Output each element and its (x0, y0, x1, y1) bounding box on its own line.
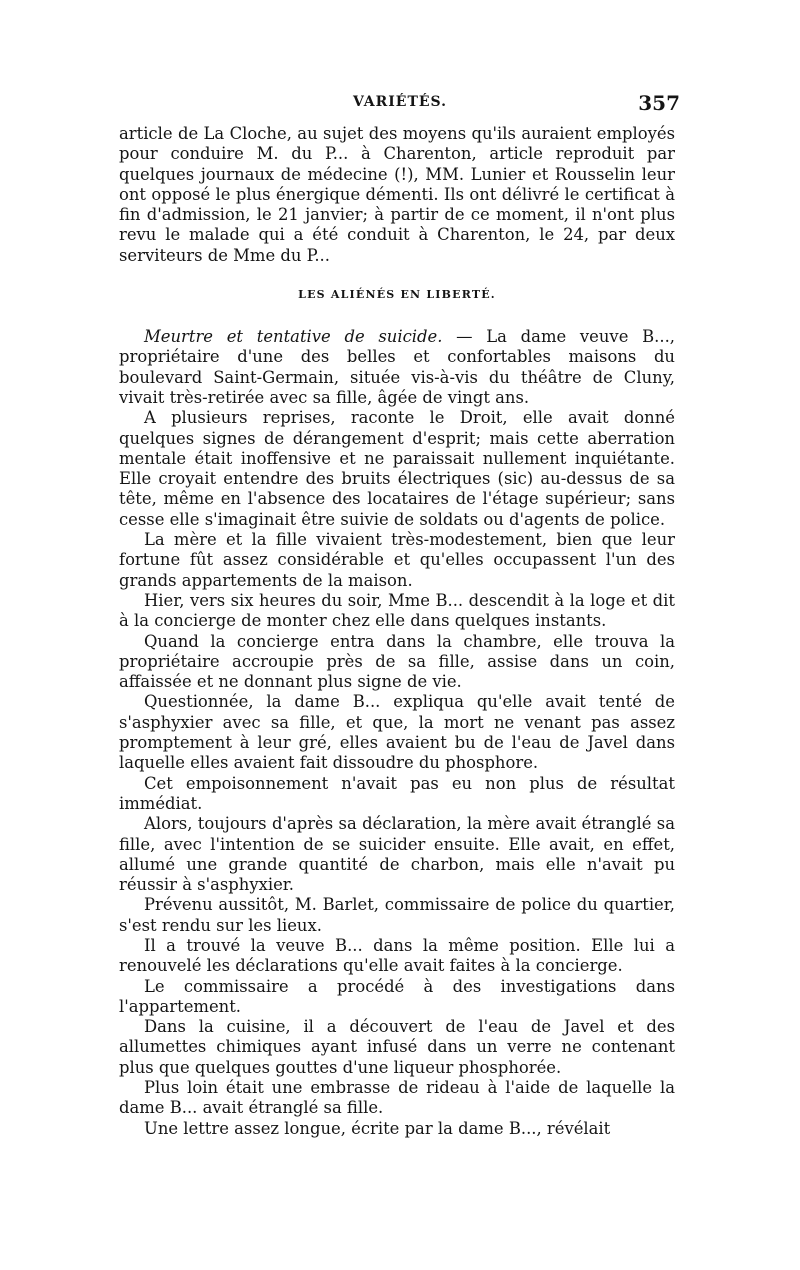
paragraph: Plus loin était une embrasse de rideau à l'aide de laquelle la dame B... avait étranglé sa fille. (119, 1078, 675, 1118)
paragraph: Questionnée, la dame B... expliqua qu'elle avait tenté de s'asphyxier avec sa fille, et que, la mort ne venant pas assez promptement à leur gré, elles avaient bu de l'eau de Javel dans laquelle elles avaient fait dissoudre du phosphore. (119, 692, 675, 773)
paragraph: La mère et la fille vivaient très-modestement, bien que leur fortune fût assez considérable et qu'elles occupassent l'un des grands appartements de la maison. (119, 530, 675, 590)
paragraph: Quand la concierge entra dans la chambre, elle trouva la propriétaire accroupie près de sa fille, assise dans un coin, affaissée et ne donnant plus signe de vie. (119, 631, 675, 692)
body-text (119, 124, 675, 1139)
page-number: 357 (638, 91, 680, 115)
paragraph-continued: article de La Cloche, au sujet des moyens qu'ils auraient employés pour conduire M. du P... à Charenton, article reproduit par quelques journaux de médecine (!), MM. Lunier et Rousselin leur ont opposé le plus énergique démenti. Ils ont délivré le certificat à fin d'admission, le 21 janvier; à partir de ce moment, il n'ont plus revu le malade qui a été conduit à Charenton, le 24, par deux serviteurs de Mme du P... (119, 124, 675, 265)
paragraph: Cet empoisonnement n'avait pas eu non plus de résultat immédiat. (119, 773, 675, 813)
paragraph: Alors, toujours d'après sa déclaration, la mère avait étranglé sa fille, avec l'intention de se suicider ensuite. Elle avait, en effet, allumé une grande quantité de charbon, mais elle n'avait pu réussir à s'asphyxier. (119, 814, 675, 895)
section-title: LES ALIÉNÉS EN LIBERTÉ. (298, 288, 496, 302)
running-head (120, 91, 680, 122)
paragraph: Il a trouvé la veuve B... dans la même position. Elle lui a renouvelé les déclarations qu'elle avait faites à la concierge. (119, 935, 675, 976)
paragraph: A plusieurs reprises, raconte le Droit, elle avait donné quelques signes de dérangement d'esprit; mais cette aberration mentale était inoffensive et ne paraissait nullement inquiétante. Elle croyait entendre des bruits électriques (sic) au-dessus de sa tête, même en l'absence des locataires de l'étage supérieur; sans cesse elle s'imaginait être suivie de soldats ou d'agents de police. (119, 408, 675, 529)
section-first-text: — La dame veuve B..., propriétaire d'une des belles et confortables maisons du boulevard Saint-Germain, située vis-à-vis du théâtre de Cluny, vivait très-retirée avec sa fille, âgée de vingt ans. (119, 327, 676, 407)
section-lead-in: Meurtre et tentative de suicide. (144, 327, 443, 347)
paragraph-truncated: Une lettre assez longue, écrite par la dame B..., révélait (144, 1118, 611, 1138)
running-title: VARIÉTÉS. (352, 94, 448, 110)
paragraph: Dans la cuisine, il a découvert de l'eau de Javel et des allumettes chimiques ayant infusé dans un verre ne contenant plus que quelques gouttes d'une liqueur phosphorée. (119, 1017, 675, 1077)
section-first-paragraph (119, 327, 675, 408)
paragraph: Le commissaire a procédé à des investigations dans l'appartement. (119, 976, 675, 1016)
paragraph: Prévenu aussitôt, M. Barlet, commissaire de police du quartier, s'est rendu sur les lieux. (119, 895, 675, 935)
paragraph: Hier, vers six heures du soir, Mme B... descendit à la loge et dit à la concierge de monter chez elle dans quelques instants. (119, 590, 675, 631)
